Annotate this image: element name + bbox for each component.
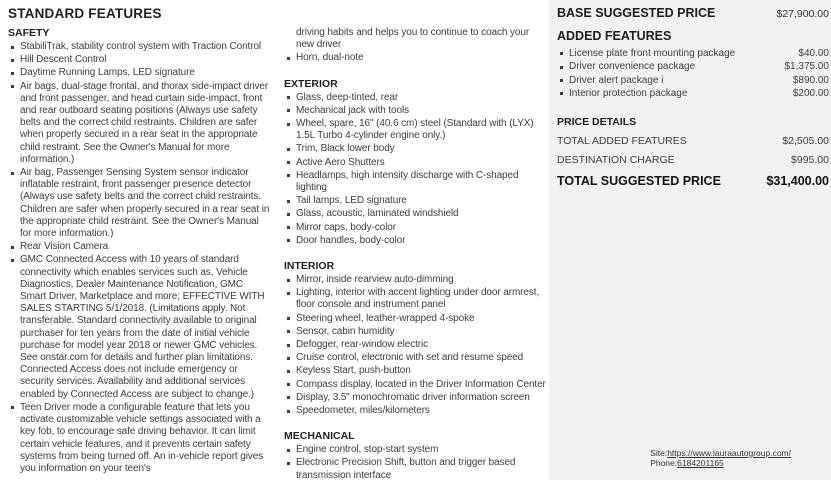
feature-list (284, 92, 546, 247)
site-label: Site: (650, 448, 668, 458)
price-detail-value: $2,505.00 (782, 134, 829, 147)
feature-list (284, 444, 546, 482)
total-price-label: TOTAL SUGGESTED PRICE (557, 173, 721, 188)
continuation-text: driving habits and helps you to continue to coach your new driver (296, 27, 530, 51)
feature-item: Mechanical jack with tools (284, 105, 546, 117)
feature-item: Sensor, cabin humidity (284, 326, 546, 338)
feature-item: Door handles, body-color (284, 235, 546, 247)
feature-item: Display, 3.5" monochromatic driver information screen (284, 392, 546, 404)
feature-columns (8, 27, 549, 483)
feature-item: Engine control, stop-start system (284, 444, 546, 456)
site-line (650, 448, 791, 458)
feature-item: Electronic Precision Shift, button and trigger based transmission interface (284, 457, 546, 481)
feature-section (284, 78, 546, 247)
added-feature-price: $890.00 (792, 74, 829, 86)
added-features-list (557, 46, 829, 100)
price-summary-panel (549, 0, 831, 480)
feature-list (284, 274, 546, 417)
price-details-title: PRICE DETAILS (557, 115, 637, 128)
feature-item: Wheel, spare, 16" (40.6 cm) steel (Standard with (LYX) 1.5L Turbo 4-cylinder engine only.) (284, 118, 546, 142)
feature-item: Hill Descent Control (8, 54, 270, 66)
added-feature-price: $40.00 (798, 48, 829, 59)
site-link[interactable]: https://www.lauraautogroup.com/ (667, 448, 791, 458)
feature-item: StabiliTrak, stability control system with Traction Control (8, 41, 270, 53)
added-feature-label: Interior protection package (569, 88, 688, 100)
added-feature-label: Driver alert package i (569, 74, 664, 86)
feature-item: Glass, deep-tinted, rear (284, 92, 546, 104)
feature-item: Lighting, interior with accent lighting under door armrest, floor console and instrument panel (284, 287, 546, 311)
feature-section (284, 260, 546, 417)
feature-item: Steering wheel, leather-wrapped 4-spoke (284, 313, 546, 325)
base-price-label: BASE SUGGESTED PRICE (557, 6, 716, 20)
price-detail-label: DESTINATION CHARGE (557, 153, 675, 166)
feature-column-2 (284, 27, 546, 483)
section-heading: MECHANICAL (284, 430, 355, 443)
feature-list (284, 52, 546, 64)
total-price-row (557, 174, 829, 188)
section-heading: EXTERIOR (284, 77, 338, 90)
added-feature-price: $200.00 (792, 88, 829, 100)
price-detail-value: $995.00 (791, 153, 829, 166)
feature-item: Daytime Running Lamps, LED signature (8, 67, 270, 79)
total-price-value: $31,400.00 (766, 173, 829, 188)
feature-item: Cruise control, electronic with set and resume speed (284, 352, 546, 364)
feature-item: Tail lamps, LED signature (284, 195, 546, 207)
feature-item: Mirror caps, body-color (284, 222, 546, 234)
feature-item: Teen Driver mode a configurable feature that lets you activate customizable vehicle settings associated with a key fob, to encourage safe driving behavior. It can limit certain vehicle features, and it prevents certain safety systems from being turned off. An in-vehicle report gives you information on your teen's (8, 402, 270, 475)
added-feature-row (557, 61, 829, 72)
phone-link[interactable]: 6184201165 (677, 458, 724, 468)
feature-item: GMC Connected Access with 10 years of standard connectivity which enables services such as, Vehicle Diagnostics, Dealer Maintenance Notification, GMC Smart Driver, Marketplace and more; EFFECTIVE WITH SALES STARTING 5/1/2018. (Limitations apply. Not transferable. Standard connectivity available to original purchaser for ten years from the date of initial vehicle purchase for model year 2018 or newer GMC vehicles. See onstar.com for details and further plan limitations. Connected Access does not include emergency or security services. Availability and additional services enabled by Connected Access are subject to change.) (8, 254, 270, 400)
feature-column-1 (8, 27, 270, 483)
added-feature-label: Driver convenience package (569, 61, 696, 73)
section-heading: SAFETY (8, 27, 50, 39)
feature-item: Trim, Black lower body (284, 143, 546, 155)
added-feature-row (557, 75, 829, 86)
feature-item: Speedometer, miles/kilometers (284, 405, 546, 417)
feature-item: Defogger, rear-window electric (284, 339, 546, 351)
phone-label: Phone: (650, 458, 678, 468)
feature-item: Headlamps, high intensity discharge with C-shaped lighting (284, 170, 546, 194)
feature-section (8, 27, 270, 475)
feature-item: Active Aero Shutters (284, 157, 546, 169)
feature-item: Glass, acoustic, laminated windshield (284, 208, 546, 220)
price-detail-label: TOTAL ADDED FEATURES (557, 134, 687, 147)
price-detail-row (557, 154, 829, 166)
added-feature-row (557, 48, 829, 59)
added-features-title: ADDED FEATURES (557, 29, 672, 43)
dealer-contact (650, 448, 829, 468)
feature-item: Horn, dual-note (284, 52, 546, 64)
section-heading: INTERIOR (284, 260, 335, 273)
added-feature-row (557, 88, 829, 99)
base-price-value: $27,900.00 (776, 8, 829, 20)
feature-list (8, 41, 270, 475)
price-detail-row (557, 135, 829, 147)
base-price-row (557, 6, 829, 20)
added-feature-label: License plate front mounting package (569, 48, 736, 59)
feature-item: Mirror, inside rearview auto-dimming (284, 274, 546, 286)
feature-item: Keyless Start, push-button (284, 365, 546, 377)
feature-section (284, 27, 546, 65)
feature-item: Air bag, Passenger Sensing System sensor indicator inflatable restraint, front passenger presence detector (Always use safety belts and the correct child restraints. Children are safer when properly secured in a rear seat in the appropriate child restraint. See the Owner's Manual for more information.) (8, 167, 270, 240)
feature-section (284, 430, 546, 482)
phone-line (650, 458, 791, 468)
added-feature-price: $1,375.00 (784, 61, 829, 73)
feature-item: Air bags, dual-stage frontal, and thorax side-impact driver and front passenger, and head curtain side-impact, front and rear outboard seating positions (Always use safety belts and the correct child restraints. Children are safer when properly secured in a rear seat in the appropriate child restraint. See the Owner's Manual for more information.) (8, 81, 270, 166)
page-title: STANDARD FEATURES (8, 6, 162, 21)
feature-item: Compass display, located in the Driver Information Center (284, 379, 546, 391)
feature-item: Rear Vision Camera (8, 241, 270, 253)
